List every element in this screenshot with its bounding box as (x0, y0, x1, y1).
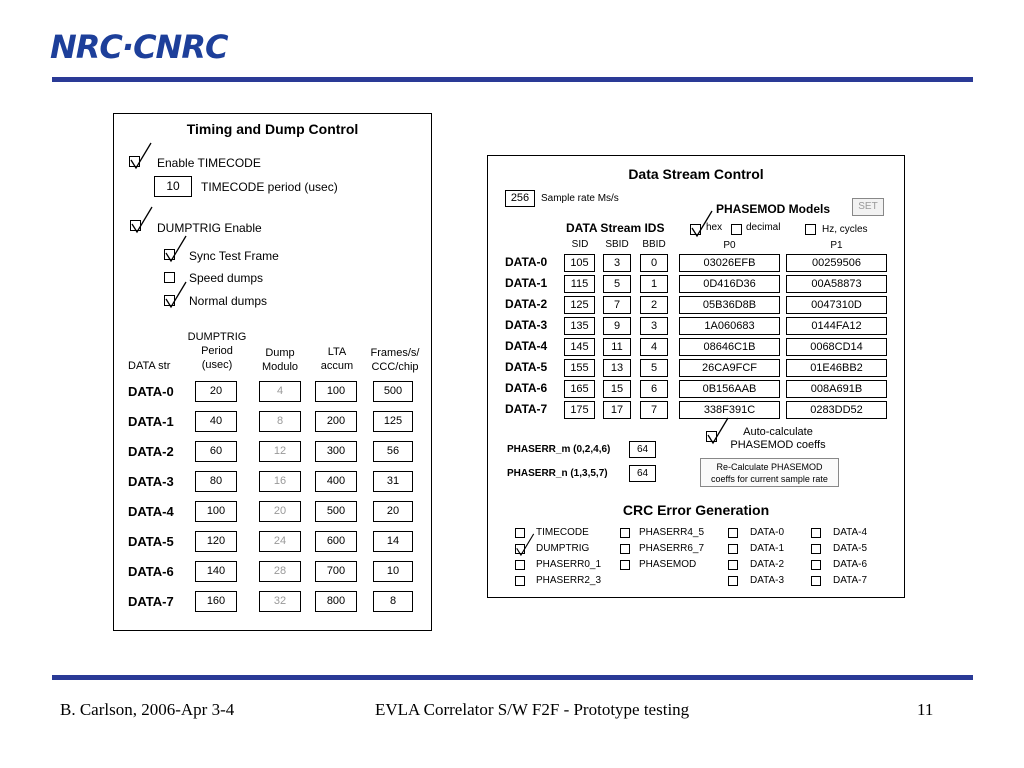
timing-row-label: DATA-1 (128, 414, 174, 429)
crc-checkbox[interactable] (728, 544, 738, 554)
header-period-line2: Period (201, 345, 233, 357)
crc-option-label: PHASERR0_1 (536, 559, 602, 570)
phasemod-models-label: PHASEMOD Models (716, 202, 831, 216)
hz-cycles-label: Hz, cycles (822, 224, 868, 235)
col-sid: SID (571, 239, 589, 250)
frames-ccc-field: 14 (373, 531, 413, 552)
header-lta-line1: LTA (327, 346, 347, 358)
auto-calculate-checkbox[interactable] (706, 431, 717, 442)
sample-rate-label: Sample rate Ms/s (541, 193, 619, 204)
frames-ccc-field: 31 (373, 471, 413, 492)
recalculate-button-line2: coeffs for current sample rate (711, 474, 828, 484)
decimal-checkbox[interactable] (731, 224, 742, 235)
auto-calculate-line2: PHASEMOD coeffs (730, 439, 826, 451)
sid-input[interactable]: 105 (564, 254, 595, 272)
phaserr-m-label: PHASERR_m (0,2,4,6) (507, 444, 611, 455)
dumptrig-period-input[interactable]: 40 (195, 411, 237, 432)
p0-coeff-field[interactable]: 26CA9FCF (679, 359, 780, 377)
crc-option-label: DATA-3 (750, 575, 785, 586)
lta-accum-input[interactable]: 800 (315, 591, 357, 612)
dumptrig-period-input[interactable]: 60 (195, 441, 237, 462)
dumptrig-period-input[interactable]: 120 (195, 531, 237, 552)
crc-checkbox[interactable] (515, 528, 525, 538)
dump-modulo-field: 8 (259, 411, 301, 432)
p1-coeff-field[interactable]: 0144FA12 (786, 317, 887, 335)
sid-input[interactable]: 155 (564, 359, 595, 377)
p0-coeff-field[interactable]: 08646C1B (679, 338, 780, 356)
timing-row-label: DATA-7 (128, 594, 174, 609)
header-period-line3: (usec) (201, 359, 233, 371)
timing-row-label: DATA-2 (128, 444, 174, 459)
frames-ccc-field: 56 (373, 441, 413, 462)
crc-checkbox[interactable] (620, 560, 630, 570)
hex-label: hex (706, 222, 723, 233)
dumptrig-period-input[interactable]: 20 (195, 381, 237, 402)
auto-calculate-label (724, 426, 832, 452)
bbid-input[interactable]: 6 (640, 380, 668, 398)
stream-row-label: DATA-2 (505, 297, 548, 311)
sid-input[interactable]: 175 (564, 401, 595, 419)
bbid-input[interactable]: 1 (640, 275, 668, 293)
dumptrig-period-input[interactable]: 100 (195, 501, 237, 522)
timing-row-label: DATA-6 (128, 564, 174, 579)
lta-accum-input[interactable]: 300 (315, 441, 357, 462)
frames-ccc-field: 125 (373, 411, 413, 432)
p0-coeff-field[interactable]: 338F391C (679, 401, 780, 419)
phaserr-m-input[interactable]: 64 (629, 441, 656, 458)
data-stream-ids-title: DATA Stream IDS (566, 221, 665, 235)
bbid-input[interactable]: 3 (640, 317, 668, 335)
dumptrig-period-input[interactable]: 80 (195, 471, 237, 492)
p1-coeff-field[interactable]: 008A691B (786, 380, 887, 398)
stream-row-label: DATA-3 (505, 318, 548, 332)
header-modulo-line2: Modulo (261, 361, 299, 373)
frames-ccc-field: 500 (373, 381, 413, 402)
crc-option-label: DATA-6 (833, 559, 868, 570)
frames-ccc-field: 8 (373, 591, 413, 612)
timing-panel-title: Timing and Dump Control (186, 121, 359, 137)
p1-coeff-field[interactable]: 0283DD52 (786, 401, 887, 419)
stream-row-label: DATA-1 (505, 276, 548, 290)
lta-accum-input[interactable]: 100 (315, 381, 357, 402)
stream-row-label: DATA-7 (505, 402, 548, 416)
hex-checkbox[interactable] (690, 224, 701, 235)
crc-option-label: TIMECODE (536, 527, 589, 538)
dumptrig-enable-label: DUMPTRIG Enable (157, 221, 262, 235)
crc-checkbox[interactable] (811, 544, 821, 554)
lta-accum-input[interactable]: 700 (315, 561, 357, 582)
normal-dumps-label: Normal dumps (189, 294, 268, 308)
sync-test-frame-checkbox[interactable] (164, 249, 175, 260)
sbid-input[interactable]: 9 (603, 317, 631, 335)
nrc-cnrc-logo: NRC·CNRC (50, 28, 228, 66)
sbid-input[interactable]: 5 (603, 275, 631, 293)
sid-input[interactable]: 125 (564, 296, 595, 314)
crc-checkbox[interactable] (728, 576, 738, 586)
timecode-period-input[interactable]: 10 (154, 176, 192, 197)
lta-accum-input[interactable]: 500 (315, 501, 357, 522)
p0-coeff-field[interactable]: 03026EFB (679, 254, 780, 272)
p1-coeff-field[interactable]: 00A58873 (786, 275, 887, 293)
crc-option-label: DATA-5 (833, 543, 868, 554)
dump-modulo-field: 20 (259, 501, 301, 522)
bbid-input[interactable]: 5 (640, 359, 668, 377)
p0-coeff-field[interactable]: 0B156AAB (679, 380, 780, 398)
header-dumptrig-period (181, 330, 253, 372)
lta-accum-input[interactable]: 200 (315, 411, 357, 432)
p0-coeff-field[interactable]: 0D416D36 (679, 275, 780, 293)
header-lta-line2: accum (320, 360, 354, 372)
header-modulo-line1: Dump (265, 347, 295, 359)
sample-rate-input[interactable]: 256 (505, 190, 535, 207)
set-button[interactable]: SET (852, 198, 884, 216)
p1-coeff-field[interactable]: 01E46BB2 (786, 359, 887, 377)
dump-modulo-field: 32 (259, 591, 301, 612)
col-p1: P1 (830, 240, 843, 251)
speed-dumps-checkbox[interactable] (164, 272, 175, 283)
sid-input[interactable]: 115 (564, 275, 595, 293)
header-rule (52, 77, 973, 82)
stream-row-label: DATA-6 (505, 381, 548, 395)
crc-option-label: DATA-4 (833, 527, 868, 538)
stream-row-label: DATA-4 (505, 339, 548, 353)
dumptrig-enable-checkbox[interactable] (130, 220, 141, 231)
col-sbid: SBID (605, 239, 629, 250)
timing-row-label: DATA-5 (128, 534, 174, 549)
sbid-input[interactable]: 17 (603, 401, 631, 419)
crc-checkbox[interactable] (811, 528, 821, 538)
crc-option-label: PHASERR6_7 (639, 543, 705, 554)
recalculate-button-line1: Re-Calculate PHASEMOD (716, 462, 823, 472)
header-frames-line1: Frames/s/ (370, 347, 420, 359)
crc-checkbox[interactable] (728, 560, 738, 570)
p0-coeff-field[interactable]: 1A060683 (679, 317, 780, 335)
dumptrig-period-input[interactable]: 160 (195, 591, 237, 612)
p1-coeff-field[interactable]: 00259506 (786, 254, 887, 272)
sync-test-frame-label: Sync Test Frame (189, 249, 279, 263)
sbid-input[interactable]: 3 (603, 254, 631, 272)
crc-option-label: DATA-7 (833, 575, 868, 586)
bbid-input[interactable]: 4 (640, 338, 668, 356)
stream-row-label: DATA-5 (505, 360, 548, 374)
crc-checkbox[interactable] (811, 576, 821, 586)
crc-checkbox[interactable] (515, 544, 525, 554)
col-p0: P0 (723, 240, 736, 251)
normal-dumps-checkbox[interactable] (164, 295, 175, 306)
dump-modulo-field: 24 (259, 531, 301, 552)
header-frames-ccc (364, 346, 426, 374)
enable-timecode-label: Enable TIMECODE (157, 156, 261, 170)
timecode-period-label: TIMECODE period (usec) (201, 180, 338, 194)
frames-ccc-field: 10 (373, 561, 413, 582)
bbid-input[interactable]: 2 (640, 296, 668, 314)
sbid-input[interactable]: 11 (603, 338, 631, 356)
crc-error-title: CRC Error Generation (622, 502, 770, 518)
timing-row-label: DATA-4 (128, 504, 174, 519)
sid-input[interactable]: 165 (564, 380, 595, 398)
header-data-str: DATA str (128, 360, 171, 372)
footer-title: EVLA Correlator S/W F2F - Prototype testing (375, 700, 690, 719)
phaserr-n-input[interactable]: 64 (629, 465, 656, 482)
crc-option-label: PHASERR2_3 (536, 575, 602, 586)
sbid-input[interactable]: 7 (603, 296, 631, 314)
crc-option-label: DATA-1 (750, 543, 785, 554)
timing-row-label: DATA-0 (128, 384, 174, 399)
header-period-line1: DUMPTRIG (187, 331, 247, 343)
dumptrig-period-input[interactable]: 140 (195, 561, 237, 582)
frames-ccc-field: 20 (373, 501, 413, 522)
p1-coeff-field[interactable]: 0047310D (786, 296, 887, 314)
speed-dumps-label: Speed dumps (189, 271, 264, 285)
crc-checkbox[interactable] (620, 544, 630, 554)
enable-timecode-checkbox[interactable] (129, 156, 140, 167)
crc-option-label: DATA-2 (750, 559, 785, 570)
lta-accum-input[interactable]: 400 (315, 471, 357, 492)
crc-checkbox[interactable] (811, 560, 821, 570)
sid-input[interactable]: 135 (564, 317, 595, 335)
header-lta-accum (310, 345, 364, 373)
recalculate-phasemod-button[interactable] (700, 458, 839, 487)
sbid-input[interactable]: 15 (603, 380, 631, 398)
crc-option-label: PHASERR4_5 (639, 527, 705, 538)
crc-option-label: PHASEMOD (639, 559, 697, 570)
timing-row-label: DATA-3 (128, 474, 174, 489)
p1-coeff-field[interactable]: 0068CD14 (786, 338, 887, 356)
decimal-label: decimal (746, 222, 781, 233)
footer-page-number: 11 (917, 700, 934, 719)
data-stream-title: Data Stream Control (628, 166, 764, 182)
col-bbid: BBID (642, 239, 666, 250)
bbid-input[interactable]: 0 (640, 254, 668, 272)
dump-modulo-field: 12 (259, 441, 301, 462)
lta-accum-input[interactable]: 600 (315, 531, 357, 552)
crc-option-label: DATA-0 (750, 527, 785, 538)
crc-checkbox[interactable] (620, 528, 630, 538)
dump-modulo-field: 16 (259, 471, 301, 492)
header-dump-modulo (253, 346, 307, 374)
stream-row-label: DATA-0 (505, 255, 548, 269)
crc-checkbox[interactable] (515, 576, 525, 586)
crc-checkbox[interactable] (728, 528, 738, 538)
p0-coeff-field[interactable]: 05B36D8B (679, 296, 780, 314)
crc-checkbox[interactable] (515, 560, 525, 570)
footer-rule (52, 675, 973, 680)
auto-calculate-line1: Auto-calculate (743, 426, 813, 438)
sbid-input[interactable]: 13 (603, 359, 631, 377)
sid-input[interactable]: 145 (564, 338, 595, 356)
dump-modulo-field: 4 (259, 381, 301, 402)
footer-author: B. Carlson, 2006-Apr 3-4 (60, 700, 235, 719)
hz-cycles-checkbox[interactable] (805, 224, 816, 235)
crc-option-label: DUMPTRIG (536, 543, 590, 554)
bbid-input[interactable]: 7 (640, 401, 668, 419)
header-frames-line2: CCC/chip (371, 361, 419, 373)
dump-modulo-field: 28 (259, 561, 301, 582)
phaserr-n-label: PHASERR_n (1,3,5,7) (507, 468, 608, 479)
